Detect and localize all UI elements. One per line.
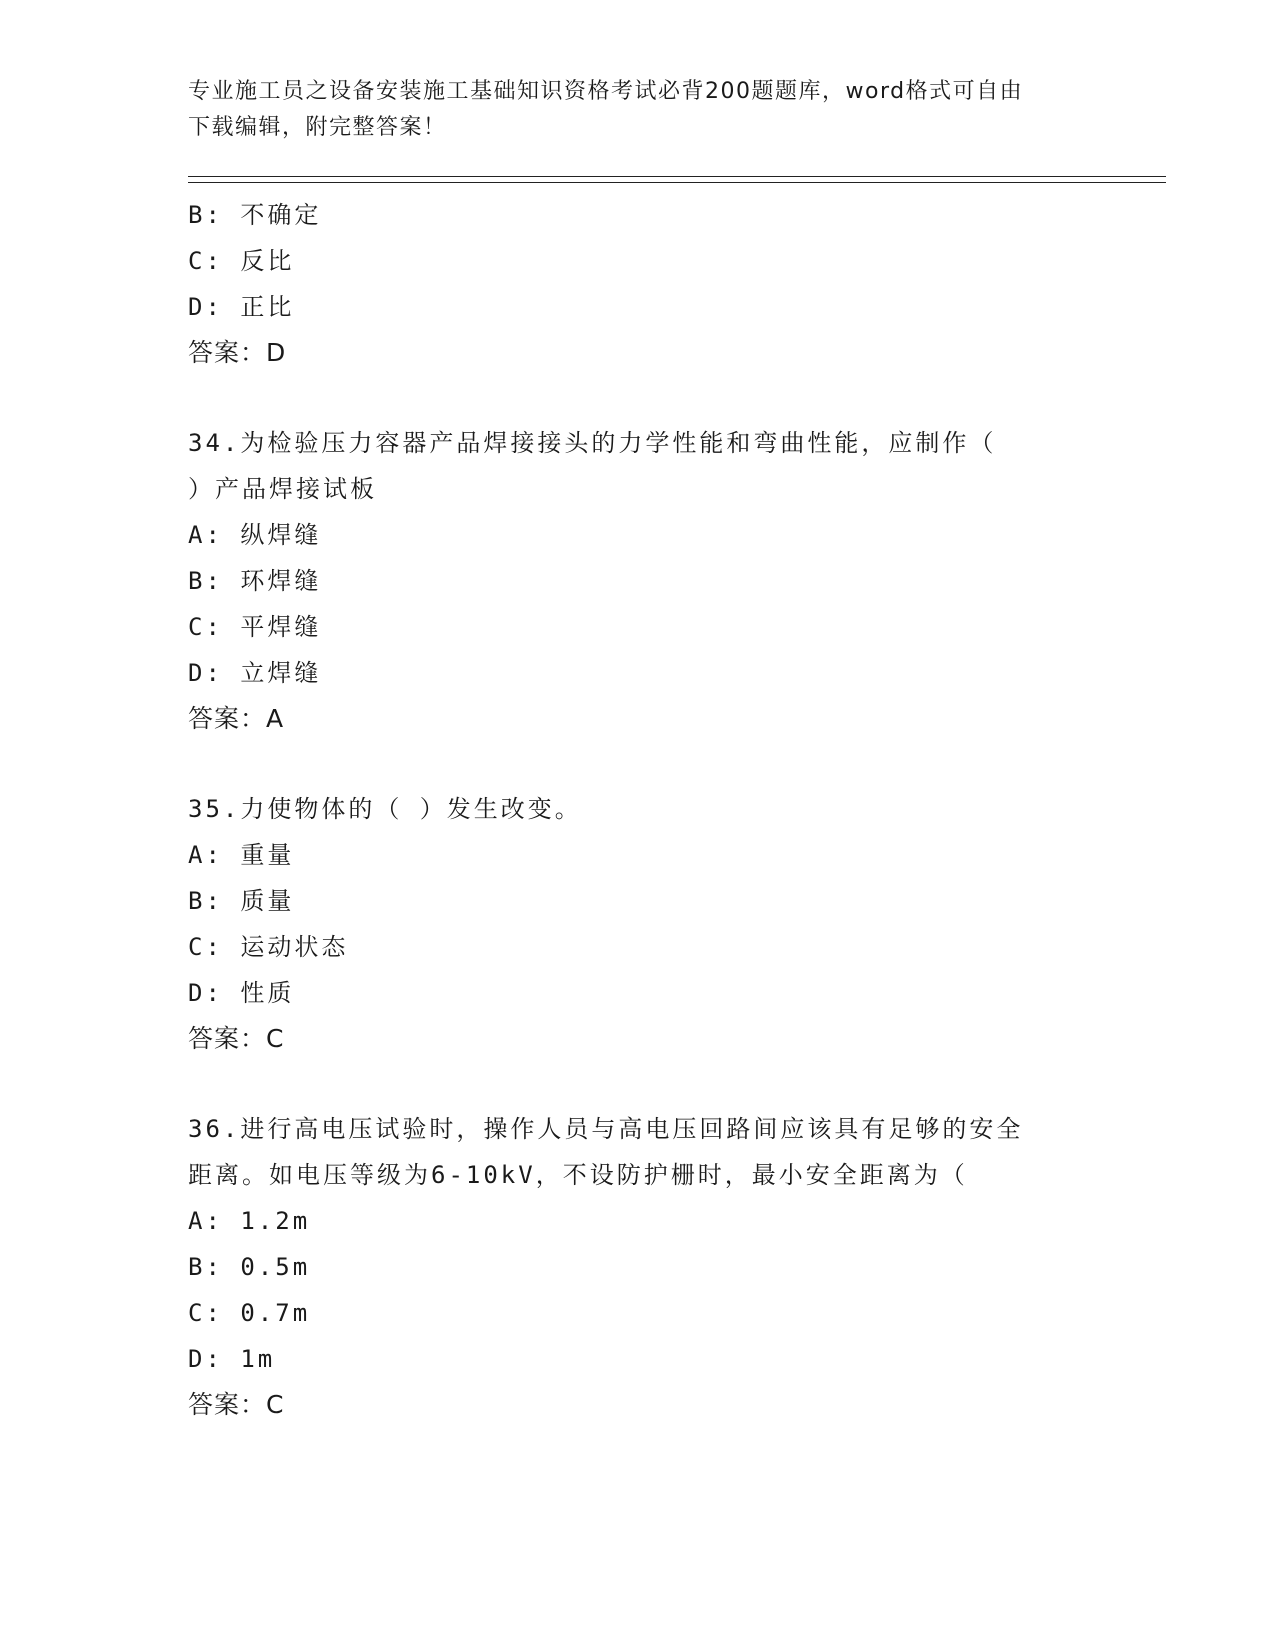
option-c: C: 运动状态 <box>188 933 349 961</box>
option-c: C: 0.7m <box>188 1299 311 1327</box>
question-stem: 36.进行高电压试验时，操作人员与高电压回路间应该具有足够的安全 <box>188 1115 1024 1143</box>
option-d: D: 立焊缝 <box>188 659 322 687</box>
question-stem-continued: 距离。如电压等级为6-10kV，不设防护栅时，最小安全距离为（ <box>188 1161 968 1189</box>
question-body <box>188 192 1088 1428</box>
question-block-36 <box>188 1106 1088 1428</box>
question-block-prev <box>188 192 1088 376</box>
option-d: D: 1m <box>188 1345 276 1373</box>
question-stem-continued: ）产品焊接试板 <box>188 475 377 503</box>
answer-label: 答案：A <box>188 704 285 733</box>
question-gap <box>188 1062 1088 1106</box>
option-d: D: 性质 <box>188 979 295 1007</box>
answer-label: 答案：D <box>188 338 287 367</box>
option-a: A: 1.2m <box>188 1207 311 1235</box>
option-d: D: 正比 <box>188 293 295 321</box>
option-b: B: 0.5m <box>188 1253 311 1281</box>
header-line-2: 下载编辑，附完整答案！ <box>188 115 447 140</box>
option-b: B: 环焊缝 <box>188 567 322 595</box>
option-c: C: 平焊缝 <box>188 613 322 641</box>
answer-label: 答案：C <box>188 1390 285 1419</box>
question-stem: 34.为检验压力容器产品焊接接头的力学性能和弯曲性能，应制作（ <box>188 429 997 457</box>
header-divider-top <box>188 176 1166 177</box>
document-header <box>188 74 1068 146</box>
question-block-34 <box>188 420 1088 742</box>
option-b: B: 质量 <box>188 887 295 915</box>
header-line-1: 专业施工员之设备安装施工基础知识资格考试必背200题题库，word格式可自由 <box>188 79 1024 104</box>
question-stem: 35.力使物体的（ ）发生改变。 <box>188 795 582 823</box>
option-a: A: 重量 <box>188 841 295 869</box>
answer-label: 答案：C <box>188 1024 285 1053</box>
question-gap <box>188 376 1088 420</box>
option-c: C: 反比 <box>188 247 295 275</box>
option-b: B: 不确定 <box>188 201 322 229</box>
question-block-35 <box>188 786 1088 1062</box>
header-divider-bottom <box>188 182 1166 183</box>
question-gap <box>188 742 1088 786</box>
option-a: A: 纵焊缝 <box>188 521 322 549</box>
